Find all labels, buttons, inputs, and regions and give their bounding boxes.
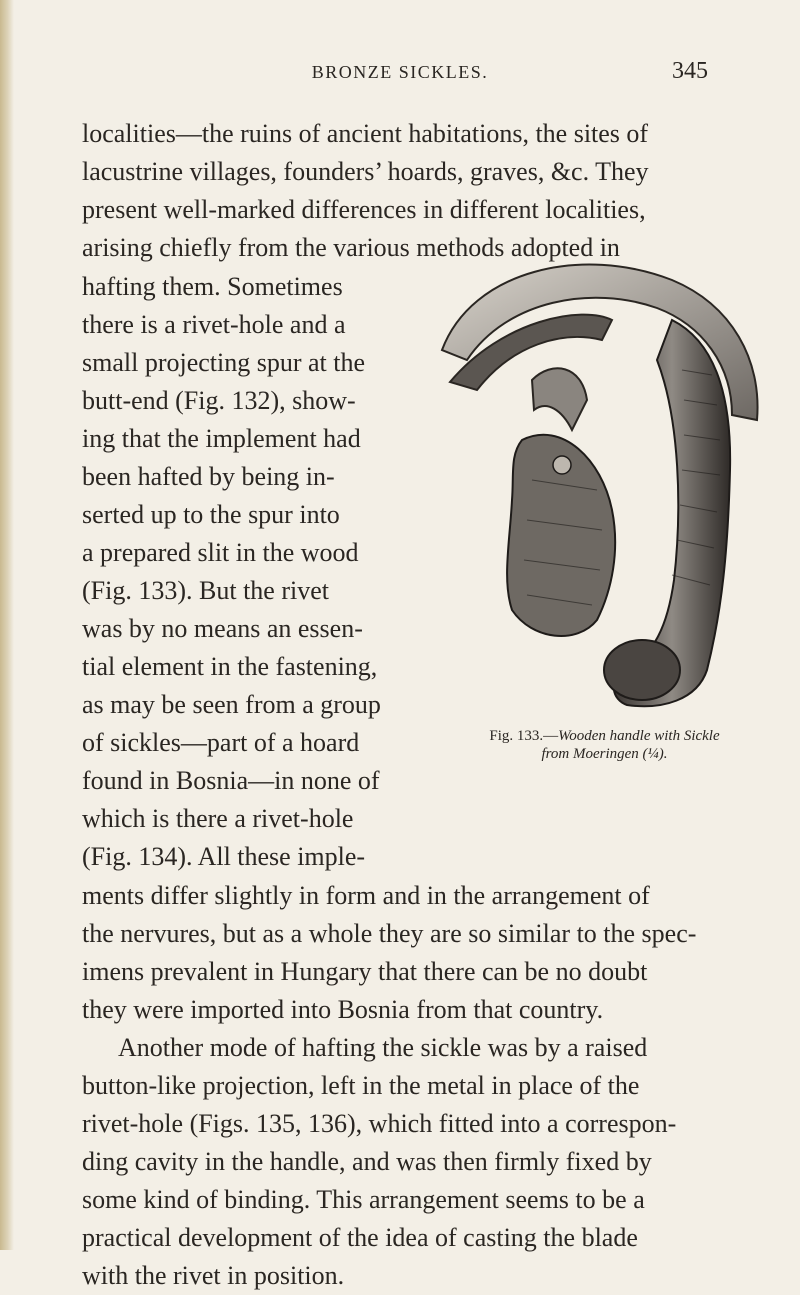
running-title: BRONZE SICKLES.: [311, 62, 489, 82]
figure-caption-label: Fig. 133.—: [489, 728, 559, 744]
page-spine-shadow: [0, 0, 14, 1250]
figure-caption-line2: from Moeringen (¼).: [541, 746, 668, 762]
body-line: which is there a rivet-hole: [82, 804, 354, 833]
body-line: localities—the ruins of ancient habitations, the sites of: [82, 119, 649, 148]
body-line: found in Bosnia—in none of: [82, 766, 380, 795]
body-line: (Fig. 134). All these imple-: [82, 842, 366, 871]
figure-133-illustration: [412, 250, 800, 720]
body-line: serted up to the spur into: [82, 500, 340, 529]
page-header: [0, 58, 800, 88]
body-line: lacustrine villages, founders’ hoards, graves, &c. They: [82, 157, 649, 186]
body-line: some kind of binding. This arrangement seems to be a: [82, 1185, 645, 1214]
body-line: practical development of the idea of casting the blade: [82, 1223, 638, 1252]
figure-caption: [412, 728, 797, 745]
page-number: 345: [672, 58, 708, 84]
sickle-with-wooden-handle-drawing: [412, 250, 800, 720]
body-line: hafting them. Sometimes: [82, 272, 343, 301]
body-line: small projecting spur at the: [82, 348, 366, 377]
body-line: ing that the implement had: [82, 424, 361, 453]
body-line: rivet-hole (Figs. 135, 136), which fitted into a correspon-: [82, 1109, 677, 1138]
body-line: been hafted by being in-: [82, 462, 335, 491]
body-line: with the rivet in position.: [82, 1261, 345, 1290]
body-line: (Fig. 133). But the rivet: [82, 576, 329, 605]
body-line: button-like projection, left in the metal in place of the: [82, 1071, 640, 1100]
body-line: a prepared slit in the wood: [82, 538, 359, 567]
body-line: imens prevalent in Hungary that there can be no doubt: [82, 957, 648, 986]
body-line: was by no means an essen-: [82, 614, 363, 643]
body-line: of sickles—part of a hoard: [82, 728, 360, 757]
body-line: tial element in the fastening,: [82, 652, 378, 681]
body-line: there is a rivet-hole and a: [82, 310, 346, 339]
body-line: Another mode of hafting the sickle was by a raised: [118, 1033, 648, 1062]
body-line: ding cavity in the handle, and was then firmly fixed by: [82, 1147, 652, 1176]
figure-caption-title: Wooden handle with Sickle: [558, 728, 720, 744]
body-line: the nervures, but as a whole they are so similar to the spec-: [82, 919, 697, 948]
body-line: as may be seen from a group: [82, 690, 381, 719]
body-line: butt-end (Fig. 132), show-: [82, 386, 356, 415]
body-line: present well-marked differences in different localities,: [82, 195, 646, 224]
body-line: arising chiefly from the various methods adopted in: [82, 233, 620, 262]
body-line: they were imported into Bosnia from that country.: [82, 995, 604, 1024]
body-line: ments differ slightly in form and in the arrangement of: [82, 881, 650, 910]
